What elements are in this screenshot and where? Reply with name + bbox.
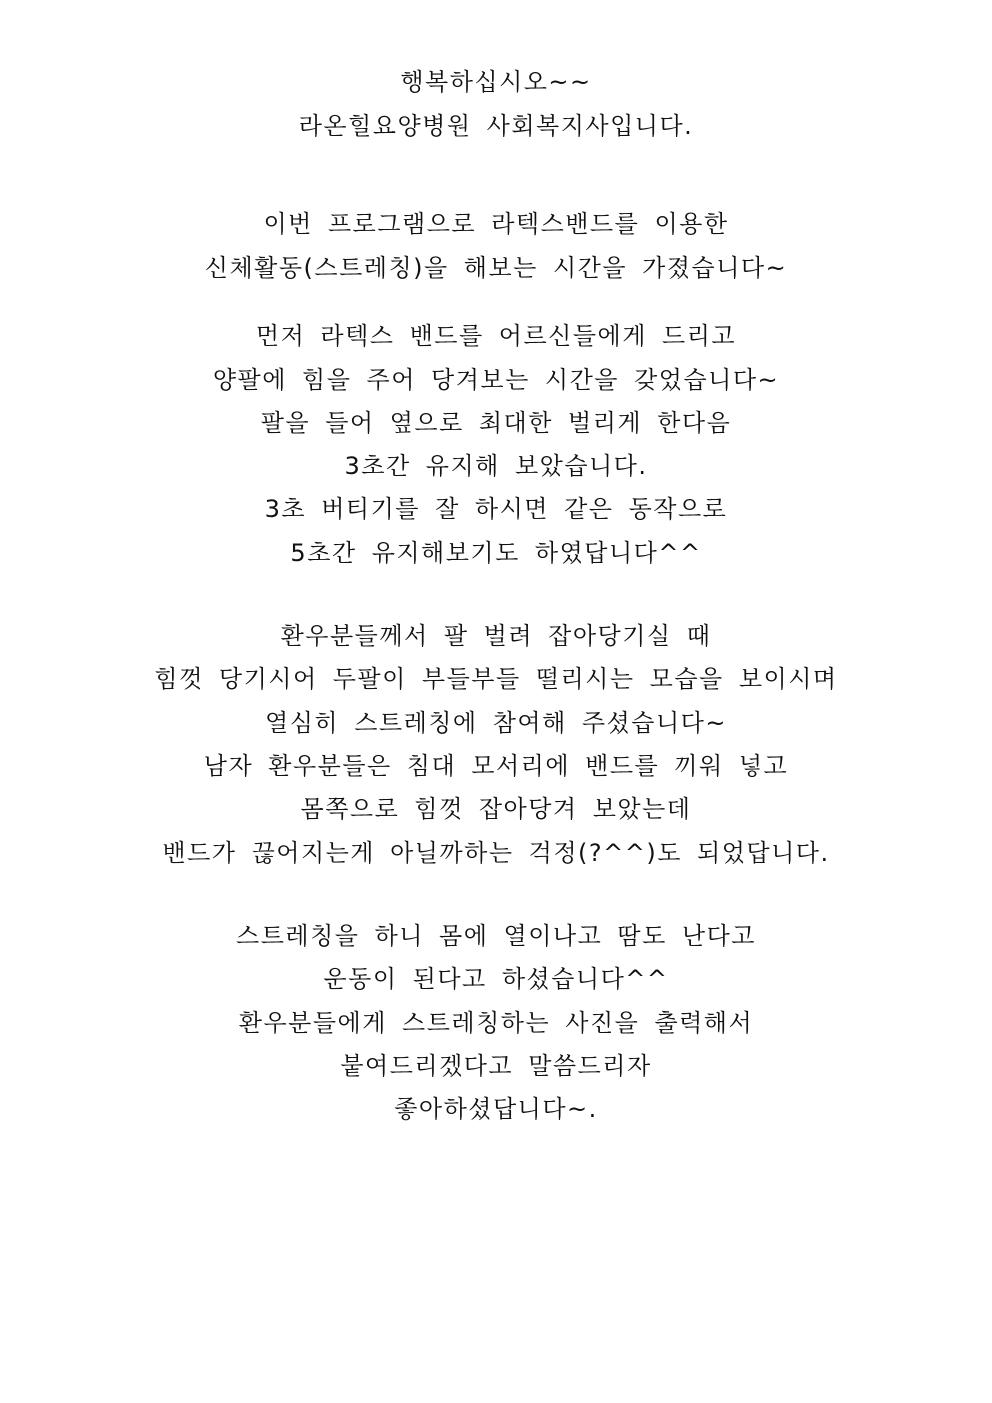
paragraph2-line-2: 힘껏 당기시어 두팔이 부들부들 떨리시는 모습을 보이시며 <box>154 665 838 693</box>
sender-line: 라온힐요양병원 사회복지사입니다. <box>298 112 694 140</box>
greeting-line: 행복하십시오~~ <box>400 68 592 96</box>
paragraph1-line-6: 5초간 유지해보기도 하였답니다^^ <box>290 539 702 567</box>
paragraph2-line-1: 환우분들께서 팔 벌려 잡아당기실 때 <box>280 622 712 650</box>
paragraph3-line-5: 좋아하셨답니다~. <box>394 1095 598 1123</box>
paragraph2-line-4: 남자 환우분들은 침대 모서리에 밴드를 끼워 넣고 <box>203 752 789 780</box>
paragraph1-line-5: 3초 버티기를 잘 하시면 같은 동작으로 <box>264 495 728 523</box>
paragraph1-line-2: 양팔에 힘을 주어 당겨보는 시간을 갖었습니다~ <box>212 366 780 394</box>
paragraph2-line-6: 밴드가 끊어지는게 아닐까하는 걱정(?^^)도 되었답니다. <box>162 839 830 867</box>
paragraph3-line-1: 스트레칭을 하니 몸에 열이나고 땀도 난다고 <box>236 922 756 950</box>
paragraph3-line-3: 환우분들에게 스트레칭하는 사진을 출력해서 <box>238 1009 754 1037</box>
paragraph1-line-3: 팔을 들어 옆으로 최대한 벌리게 한다음 <box>260 409 732 437</box>
paragraph1-line-1: 먼저 라텍스 밴드를 어르신들에게 드리고 <box>255 322 737 350</box>
paragraph2-line-3: 열심히 스트레칭에 참여해 주셨습니다~ <box>265 709 727 737</box>
paragraph1-line-4: 3초간 유지해 보았습니다. <box>344 452 648 480</box>
intro-line-1: 이번 프로그램으로 라텍스밴드를 이용한 <box>263 210 729 238</box>
paragraph3-line-2: 운동이 된다고 하셨습니다^^ <box>323 965 669 993</box>
intro-line-2: 신체활동(스트레칭)을 해보는 시간을 가졌습니다~ <box>204 254 788 282</box>
paragraph3-line-4: 붙여드리겠다고 말씀드리자 <box>340 1052 652 1080</box>
paragraph2-line-5: 몸쪽으로 힘껏 잡아당겨 보았는데 <box>300 795 692 823</box>
